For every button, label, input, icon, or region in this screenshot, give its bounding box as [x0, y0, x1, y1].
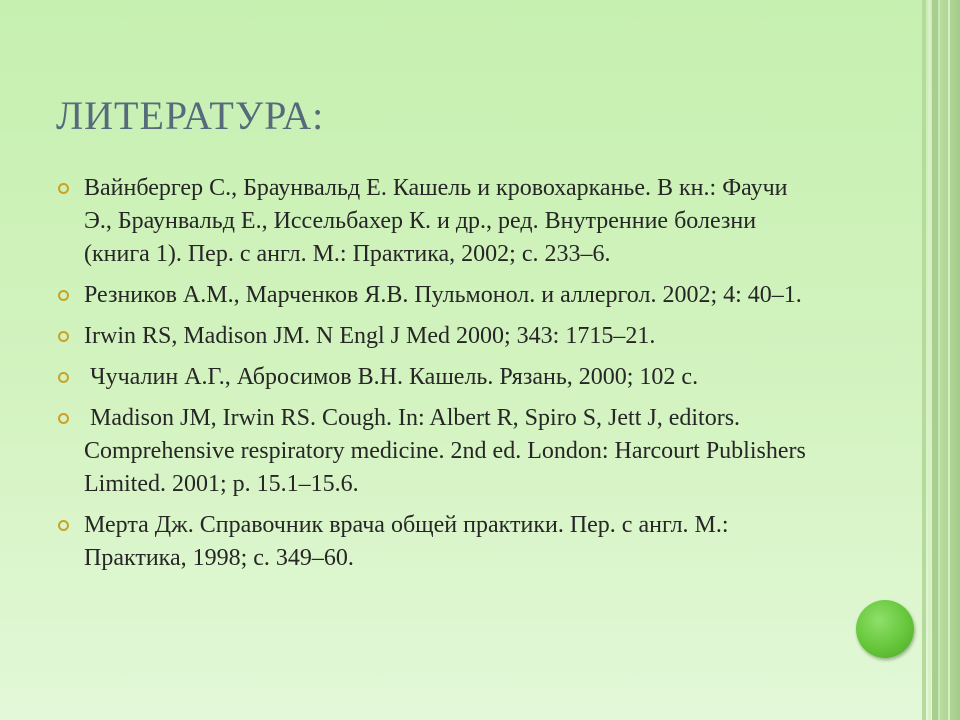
reference-item — [58, 361, 818, 394]
reference-text: Madison JM, Irwin RS. Cough. In: Albert R, Spiro S, Jett J, editors. Comprehensive respiratory medicine. 2nd ed. London: Harcourt Publishers Limited. 2001; p. 15.1–15.6. — [84, 405, 812, 497]
bullet-ring-icon — [58, 520, 69, 531]
reference-item — [58, 279, 818, 312]
slide-title: ЛИТЕРАТУРА: — [56, 93, 325, 138]
reference-item — [58, 509, 818, 575]
bullet-ring-icon — [58, 183, 69, 194]
reference-text: Irwin RS, Madison JM. N Engl J Med 2000; 343: 1715–21. — [84, 323, 656, 349]
reference-text: Вайнбергер С., Браунвальд Е. Кашель и кровохарканье. В кн.: Фаучи Э., Браунвальд Е., Иссельбахер К. и др., ред. Внутренние болезни (книга 1). Пер. с англ. М.: Практика, 2002; с. 233–6. — [84, 175, 794, 267]
reference-text: Мерта Дж. Справочник врача общей практики. Пер. с англ. М.: Практика, 1998; с. 349–60. — [84, 512, 735, 571]
reference-text: Резников А.М., Марченков Я.В. Пульмонол. и аллергол. 2002; 4: 40–1. — [84, 282, 802, 308]
bullet-ring-icon — [58, 290, 69, 301]
reference-text: Чучалин А.Г., Абросимов В.Н. Кашель. Рязань, 2000; 102 с. — [84, 364, 699, 390]
bullet-ring-icon — [58, 372, 69, 383]
reference-item — [58, 402, 818, 501]
bullet-ring-icon — [58, 331, 69, 342]
decorative-stripe — [940, 0, 960, 720]
reference-list — [58, 172, 818, 583]
decorative-stripe — [928, 0, 931, 720]
green-circle-decoration — [856, 600, 914, 658]
reference-item — [58, 172, 818, 271]
decorative-stripe — [948, 0, 950, 720]
reference-item — [58, 320, 818, 353]
decorative-stripe — [922, 0, 926, 720]
bullet-ring-icon — [58, 413, 69, 424]
